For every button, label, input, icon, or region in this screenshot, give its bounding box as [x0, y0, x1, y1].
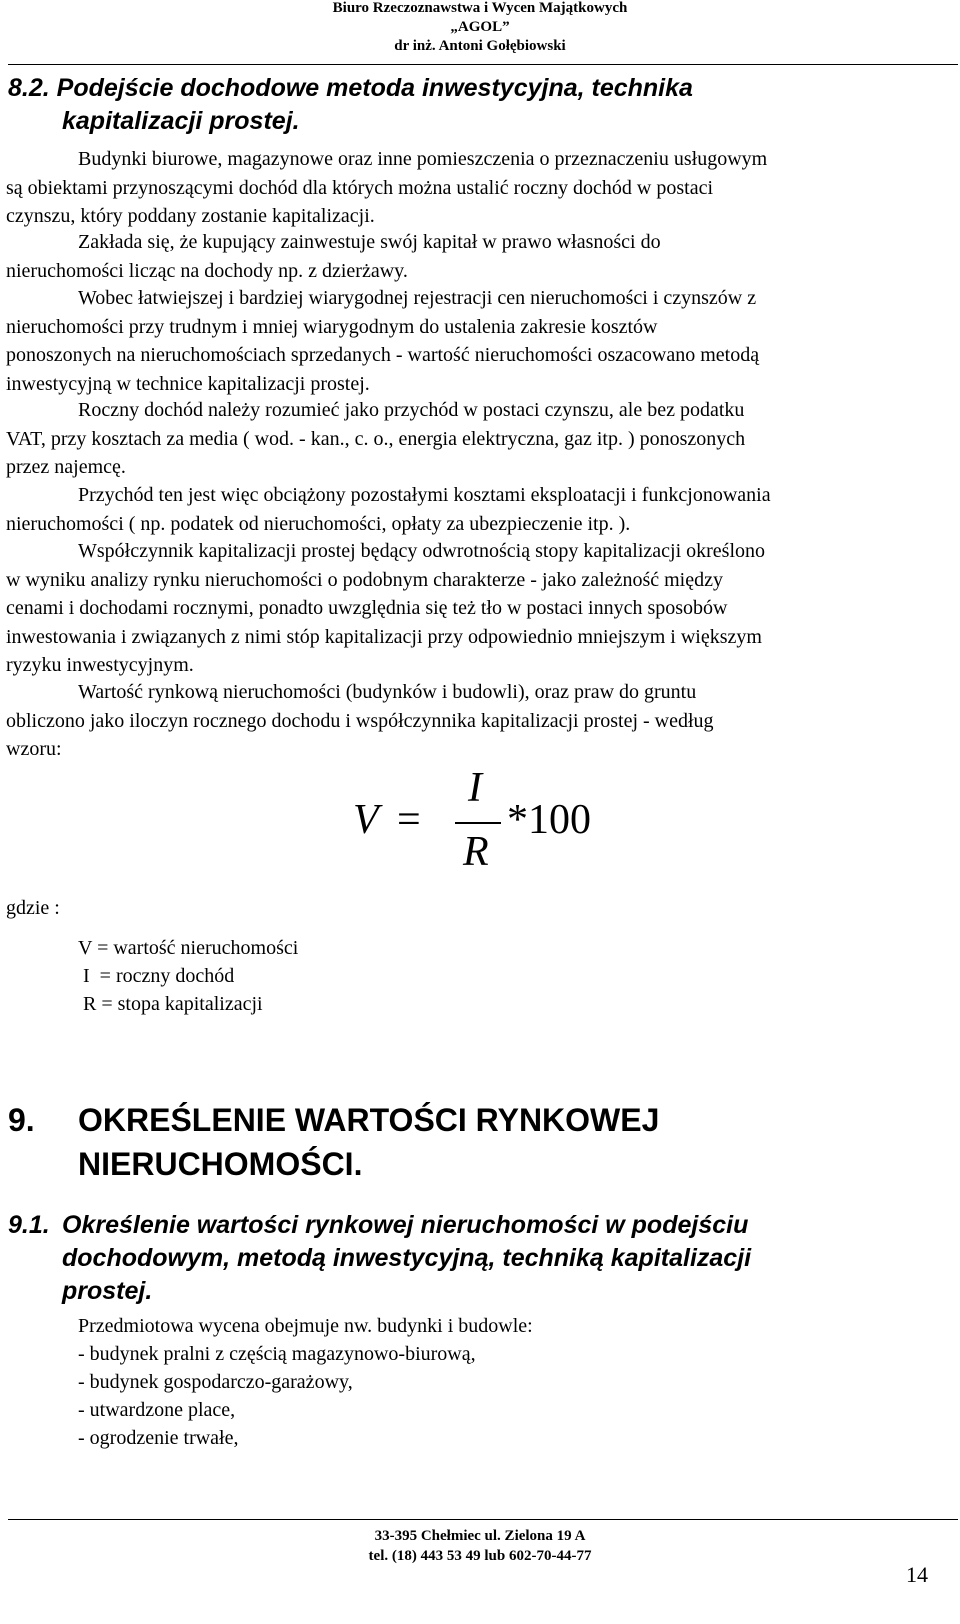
section-8-2-title-line2: kapitalizacji prostej.	[62, 107, 300, 135]
section-9-title-line1: OKREŚLENIE WARTOŚCI RYNKOWEJ	[78, 1102, 660, 1138]
formula-equals: =	[397, 797, 421, 843]
section-9-title-line2: NIERUCHOMOŚCI.	[78, 1146, 363, 1182]
section-9-1-title-line2: dochodowym, metodą inwestycyjną, techniką kapitalizacji	[62, 1244, 752, 1272]
formula-denominator: R	[463, 829, 489, 875]
section-9-1-title-line1: Określenie wartości rynkowej nieruchomości w podejściu	[62, 1211, 749, 1239]
formula-fraction-bar	[455, 822, 501, 824]
legend-item-r: R = stopa kapitalizacji	[78, 993, 263, 1015]
paragraph-line: Wobec łatwiejszej i bardziej wiarygodnej rejestracji cen nieruchomości i czynszów z	[78, 287, 757, 309]
paragraph-4	[6, 396, 956, 482]
section-9-1-number: 9.1.	[8, 1211, 50, 1239]
paragraph-line: wzoru:	[6, 738, 62, 760]
paragraph-line: Budynki biurowe, magazynowe oraz inne pomieszczenia o przeznaczeniu usługowym	[78, 148, 768, 170]
paragraph-line: nieruchomości licząc na dochody np. z dzierżawy.	[6, 259, 408, 282]
header-author: dr inż. Antoni Gołębiowski	[394, 38, 566, 54]
paragraph-3	[6, 284, 956, 398]
paragraph-7	[6, 678, 956, 764]
legend-item-i: I = roczny dochód	[78, 965, 235, 987]
paragraph-line: inwestycyjną w technice kapitalizacji prostej.	[6, 372, 370, 395]
footer-address: 33-395 Chełmiec ul. Zielona 19 A	[374, 1528, 586, 1544]
paragraph-line: Przychód ten jest więc obciążony pozostałymi kosztami eksploatacji i funkcjonowania	[78, 484, 771, 506]
paragraph-line: obliczono jako iloczyn rocznego dochodu i współczynnika kapitalizacji prostej - według	[6, 709, 714, 732]
paragraph-line: są obiektami przynoszącymi dochód dla których można ustalić roczny dochód w postaci	[6, 176, 714, 199]
section-9-number: 9.	[8, 1102, 35, 1138]
section-8-2-title-line1: 8.2. Podejście dochodowe metoda inwestycyjna, technika	[8, 74, 693, 102]
header-company-name: Biuro Rzeczoznawstwa i Wycen Majątkowych	[332, 0, 628, 16]
paragraph-line: Roczny dochód należy rozumieć jako przychód w postaci czynszu, ale bez podatku	[78, 399, 745, 421]
paragraph-line: Wartość rynkową nieruchomości (budynków i budowli), oraz praw do gruntu	[78, 681, 697, 703]
paragraph-line: nieruchomości ( np. podatek od nieruchomości, opłaty za ubezpieczenie itp. ).	[6, 512, 631, 535]
paragraph-line: Zakłada się, że kupujący zainwestuje swój kapitał w prawo własności do	[78, 231, 661, 253]
paragraph-6	[6, 537, 956, 680]
header-company-brand: „AGOL”	[450, 19, 510, 35]
paragraph-line: Współczynnik kapitalizacji prostej będący odwrotnością stopy kapitalizacji określono	[78, 540, 766, 562]
paragraph-line: inwestowania i związanych z nimi stóp kapitalizacji przy odpowiednio mniejszym i większym	[6, 625, 762, 648]
page-number: 14	[906, 1562, 928, 1587]
legend-item-v: V = wartość nieruchomości	[78, 937, 299, 959]
paragraph-line: VAT, przy kosztach za media ( wod. - kan., c. o., energia elektryczna, gaz itp. ) ponoszonych	[6, 427, 746, 450]
paragraph-2	[6, 228, 956, 285]
page-header	[0, 0, 960, 70]
capitalization-formula	[345, 765, 645, 890]
subject-item: - ogrodzenie trwałe,	[78, 1427, 239, 1449]
section-9-1-title-line3: prostej.	[62, 1277, 153, 1305]
paragraph-line: nieruchomości przy trudnym i mniej wiarygodnym do ustalenia zakresie kosztów	[6, 315, 658, 338]
formula-multiplier: *100	[507, 797, 591, 843]
paragraph-line: w wyniku analizy rynku nieruchomości o podobnym charakterze - jako zależność między	[6, 568, 723, 591]
legend-label: gdzie :	[6, 897, 60, 919]
header-rule	[8, 64, 958, 65]
paragraph-line: czynszu, który poddany zostanie kapitalizacji.	[6, 205, 375, 227]
subject-item: - budynek gospodarczo-garażowy,	[78, 1371, 353, 1393]
subject-item: - budynek pralni z częścią magazynowo-biurową,	[78, 1343, 476, 1365]
subject-intro: Przedmiotowa wycena obejmuje nw. budynki i budowle:	[78, 1315, 533, 1337]
formula-lhs: V	[353, 797, 379, 843]
paragraph-line: ponoszonych na nieruchomościach sprzedanych - wartość nieruchomości oszacowano metodą	[6, 344, 760, 366]
paragraph-line: cenami i dochodami rocznymi, ponadto uwzględnia się też tło w postaci innych sposobów	[6, 597, 728, 619]
footer-rule	[8, 1519, 958, 1520]
paragraph-line: przez najemcę.	[6, 456, 126, 478]
formula-numerator: I	[468, 765, 482, 811]
paragraph-line: ryzyku inwestycyjnym.	[6, 654, 194, 676]
footer-phone: tel. (18) 443 53 49 lub 602-70-44-77	[368, 1548, 592, 1564]
subject-item: - utwardzone place,	[78, 1399, 236, 1421]
paragraph-1	[6, 145, 956, 231]
paragraph-5	[6, 481, 956, 538]
